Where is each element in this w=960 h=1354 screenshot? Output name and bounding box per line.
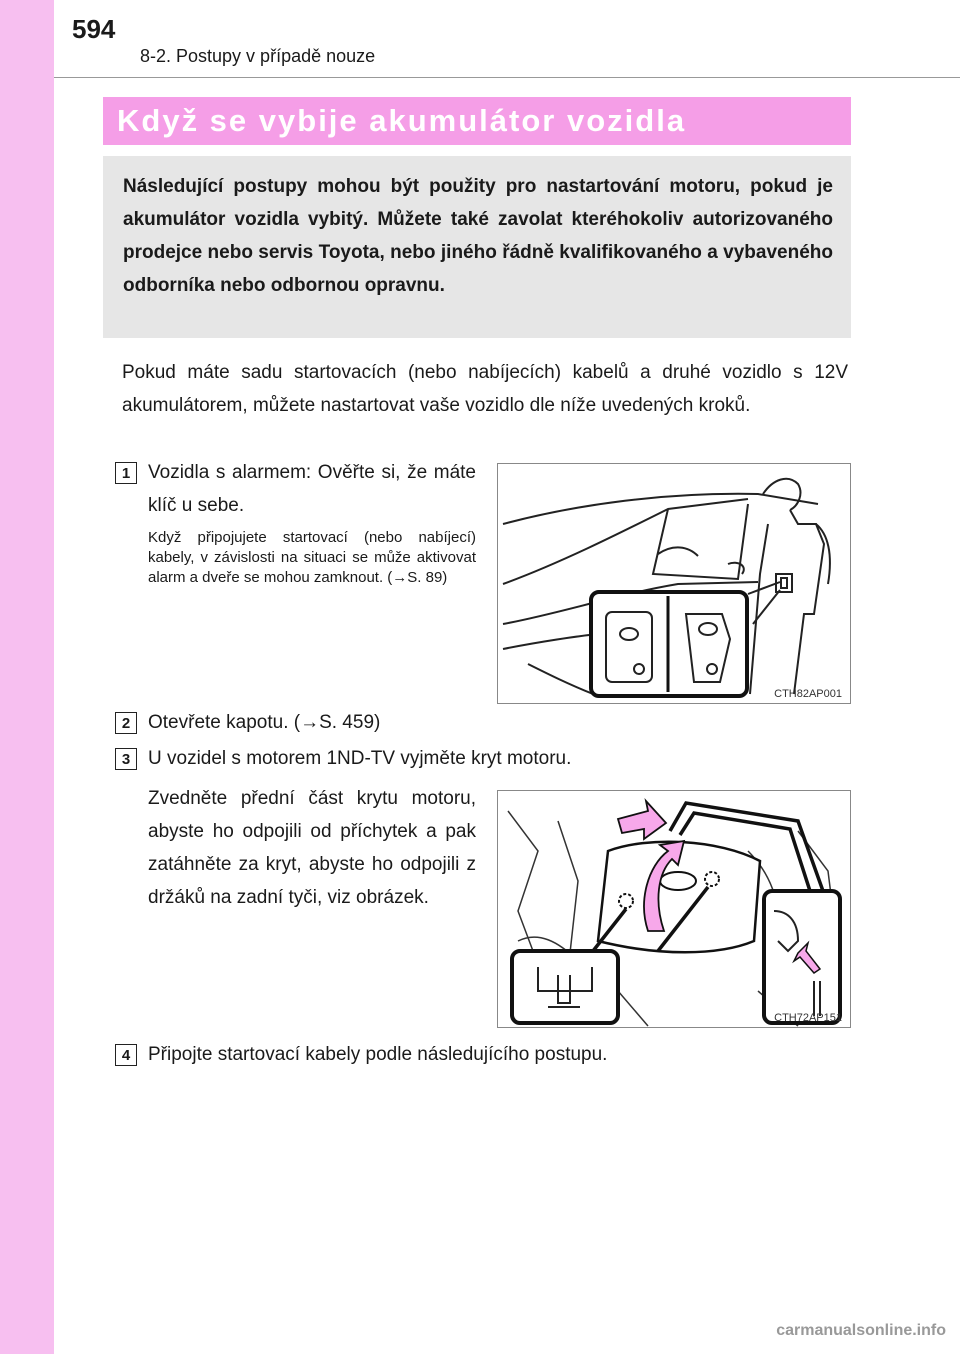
- step-detail-3: Zvedněte přední část krytu motoru, abyste ho odpojili od příchytek a pak zatáhněte za kryt, abyste ho odpojili z držáků na zadní tyči, viz obrázek.: [148, 788, 476, 908]
- step-number-2: 2: [115, 712, 137, 734]
- side-color-band: [0, 0, 54, 1354]
- intro-box: [103, 156, 851, 338]
- page-number: 594: [72, 14, 116, 44]
- step-number-1: 1: [115, 462, 137, 484]
- figure-code-2: CTH72AP151: [774, 1012, 842, 1024]
- step-text-4: Připojte startovací kabely podle následujícího postupu.: [148, 1044, 608, 1065]
- step-text-1: Vozidla s alarmem: Ověřte si, že máte klíč u sebe.: [148, 462, 476, 516]
- intro-text: Následující postupy mohou být použity pro nastartování motoru, pokud je akumulátor vozidla vybitý. Můžete také zavolat kteréhokoliv autorizovaného prodejce nebo servis Toyota, nebo jiného řádně kvalifikovaného a vybaveného odborníka nebo odbornou opravnu.: [123, 176, 833, 296]
- car-and-key-illustration: [498, 464, 851, 704]
- figure-engine-cover: [497, 790, 851, 1028]
- chapter-title: 8-2. Postupy v případě nouze: [140, 46, 376, 66]
- section-title: Když se vybije akumulátor vozidla: [117, 103, 687, 138]
- step-number-3: 3: [115, 748, 137, 770]
- step-note-1: Když připojujete startovací (nebo nabíjecí) kabely, v závislosti na situaci se může aktivovat alarm a dveře se mohou zamknout. (→S. 89): [148, 529, 476, 586]
- footer-watermark: carmanualsonline.info: [776, 1322, 946, 1339]
- step-number-4: 4: [115, 1044, 137, 1066]
- step-text-2: Otevřete kapotu. (→S. 459): [148, 712, 381, 733]
- body-paragraph: Pokud máte sadu startovacích (nebo nabíjecích) kabelů a druhé vozidlo s 12V akumulátorem, můžete nastartovat vaše vozidlo dle níže uvedených kroků.: [122, 362, 848, 416]
- figure-key-check: [497, 463, 851, 704]
- engine-cover-illustration: [498, 791, 851, 1028]
- figure-code-1: CTH82AP001: [774, 688, 842, 700]
- step-text-3: U vozidel s motorem 1ND-TV vyjměte kryt motoru.: [148, 748, 572, 769]
- header-divider: [54, 77, 960, 78]
- section-title-bar: [103, 97, 851, 145]
